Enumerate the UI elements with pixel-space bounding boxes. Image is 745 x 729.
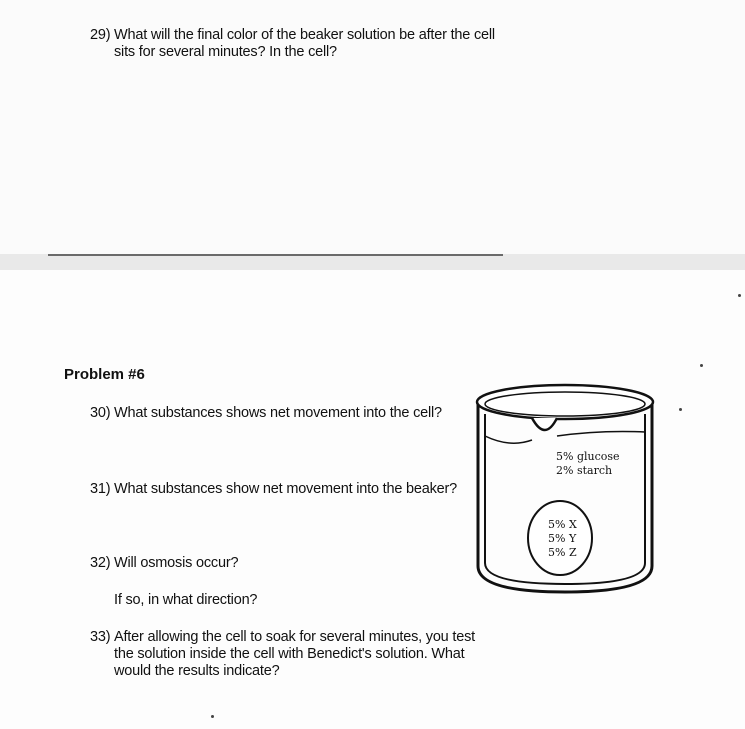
cell-solution-label-2: 5% Y [548, 532, 577, 545]
scan-speck [211, 715, 214, 718]
question-text-line1: What will the final color of the beaker solution be after the cell [114, 27, 495, 43]
question-33 [90, 629, 475, 680]
question-number: 33) [90, 629, 111, 645]
problem-title: Problem #6 [64, 366, 145, 383]
question-number: 30) [90, 405, 111, 421]
beaker-solution-label-1: 5% glucose [556, 450, 620, 463]
beaker-diagram [470, 378, 660, 594]
question-32 [90, 555, 238, 572]
question-text: Will osmosis occur? [114, 555, 239, 571]
beaker-spout [532, 418, 557, 430]
beaker-solution-label-2: 2% starch [556, 464, 613, 477]
solution-surface [557, 432, 645, 437]
question-number: 31) [90, 481, 111, 497]
scan-speck [700, 364, 703, 367]
question-text-line1: After allowing the cell to soak for several minutes, you test [114, 629, 475, 645]
question-text: What substances shows net movement into the cell? [114, 405, 442, 421]
question-number: 29) [90, 27, 111, 43]
divider-line [48, 254, 503, 256]
question-text-line2: sits for several minutes? In the cell? [114, 44, 337, 60]
question-number: 32) [90, 555, 111, 571]
beaker-rim [477, 385, 653, 419]
question-31 [90, 481, 457, 498]
scan-speck [738, 294, 741, 297]
cell-solution-label-1: 5% X [548, 518, 577, 531]
question-text-line3: would the results indicate? [114, 663, 280, 679]
question-32-followup: If so, in what direction? [114, 592, 258, 608]
solution-surface [485, 436, 532, 443]
question-text: What substances show net movement into the beaker? [114, 481, 458, 497]
question-30 [90, 405, 442, 422]
page-separator [0, 254, 745, 270]
question-29 [90, 27, 495, 61]
cell-solution-label-3: 5% Z [548, 546, 577, 559]
question-text-line2: the solution inside the cell with Benedict's solution. What [114, 646, 465, 662]
scan-speck [679, 408, 682, 411]
